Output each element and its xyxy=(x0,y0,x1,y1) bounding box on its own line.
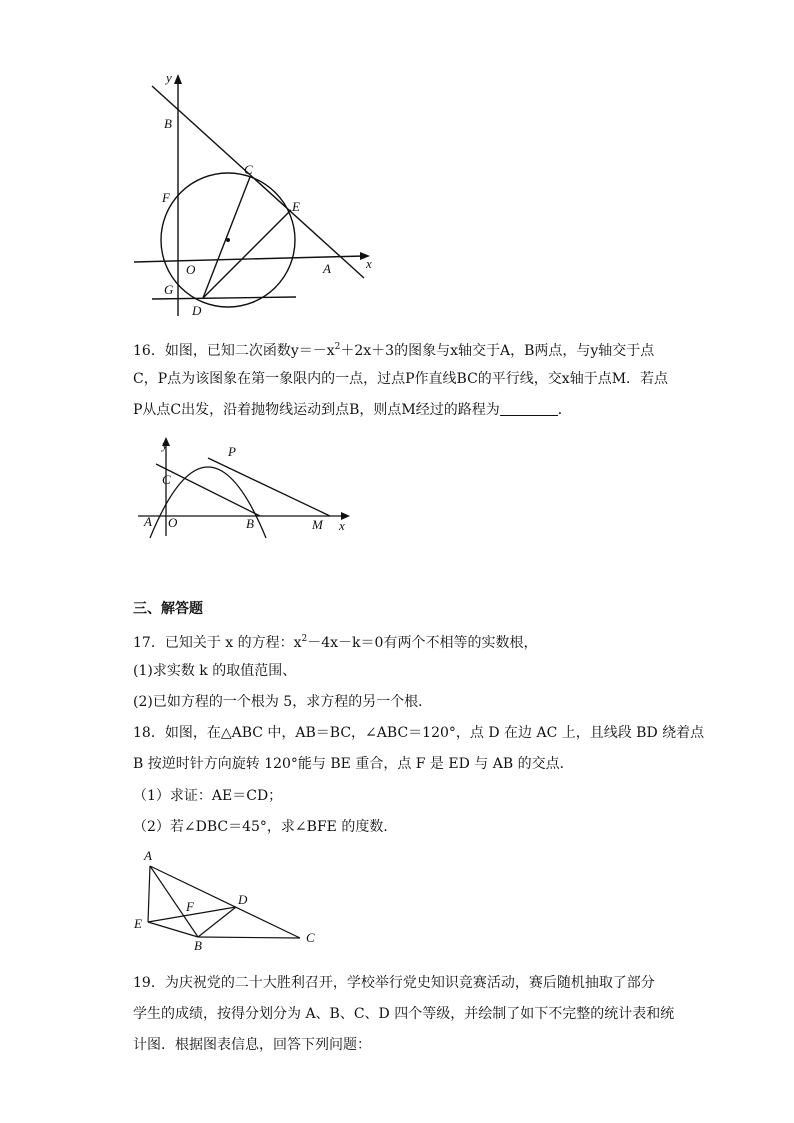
figure-triangle xyxy=(130,846,326,954)
q19-line-3: 计图．根据图表信息，回答下列问题： xyxy=(133,1037,371,1053)
tangent-line-D xyxy=(152,297,296,299)
figure-parabola xyxy=(136,434,358,542)
label-B: B xyxy=(164,116,172,131)
label-A: A xyxy=(144,514,152,529)
line-BC xyxy=(156,464,260,516)
segment-BD xyxy=(198,907,236,937)
label-C: C xyxy=(162,472,171,487)
label-x: x xyxy=(339,518,345,533)
y-arrow xyxy=(174,74,182,84)
label-B: B xyxy=(246,516,254,531)
label-x: x xyxy=(366,256,372,271)
answer-blank xyxy=(500,403,558,416)
q17-line-1: 17．已知关于 x 的方程：$x^2-4x-k=0$有两个不相等的实数根， xyxy=(133,634,538,651)
line-BA xyxy=(152,86,364,278)
q17-part-2: (2)已如方程的一个根为 5，求方程的另一个根． xyxy=(133,694,433,710)
q16-line-3: P从点C出发，沿着抛物线运动到点B，则点M经过的路程为 ． xyxy=(133,402,572,418)
label-C: C xyxy=(306,930,315,945)
section-heading: 三、解答题 xyxy=(133,601,203,617)
label-M: M xyxy=(312,517,323,532)
figure-circle-tangent xyxy=(128,68,388,323)
label-C: C xyxy=(244,162,253,177)
label-F: F xyxy=(186,899,194,914)
q17-part-1: (1)求实数 k 的取值范围、 xyxy=(133,663,297,679)
side-BC xyxy=(198,937,300,938)
q16-line-2: C，P点为该图象在第一象限内的一点，过点P作直线BC的平行线，交x轴于点M．若点 xyxy=(133,371,669,387)
label-y: y xyxy=(162,437,168,452)
label-E: E xyxy=(134,916,142,931)
q16-line-1: 16．如图，已知二次函数$y=-x^2+2x+3$的图象与x轴交于A，B两点，与y轴交于点 xyxy=(133,342,655,359)
q18-line-1: 18．如图，在△ABC 中，AB＝BC，∠ABC＝120°，点 D 在边 AC 上，且线段 BD 绕着点 xyxy=(133,725,705,741)
segment-AE xyxy=(148,866,150,922)
label-B: B xyxy=(194,938,202,953)
q18-part-2: （2）若∠DBC＝45°，求∠BFE 的度数． xyxy=(133,819,398,835)
q18-part-1: （1）求证：AE＝CD； xyxy=(133,788,283,804)
label-G: G xyxy=(164,282,174,297)
label-D: D xyxy=(238,892,248,907)
q19-line-2: 学生的成绩，按得分划分为 A、B、C、D 四个等级，并绘制了如下不完整的统计表和统 xyxy=(133,1006,675,1022)
q18-line-2: B 按逆时针方向旋转 120°能与 BE 重合，点 F 是 ED 与 AB 的交点． xyxy=(133,756,574,772)
label-O: O xyxy=(168,515,178,530)
label-O: O xyxy=(186,262,196,277)
label-P: P xyxy=(228,444,236,459)
label-y: y xyxy=(166,70,172,85)
label-E: E xyxy=(292,199,300,214)
chord-CD xyxy=(203,177,250,298)
label-F: F xyxy=(162,190,170,205)
center-point xyxy=(226,238,230,242)
label-A: A xyxy=(144,848,152,863)
label-A: A xyxy=(323,261,331,276)
q19-line-1: 19．为庆祝党的二十大胜利召开，学校举行党史知识竞赛活动，赛后随机抽取了部分 xyxy=(133,975,655,991)
side-AC xyxy=(150,866,300,938)
line-PM xyxy=(208,458,330,516)
segment-EB xyxy=(148,922,198,937)
label-D: D xyxy=(192,303,202,318)
